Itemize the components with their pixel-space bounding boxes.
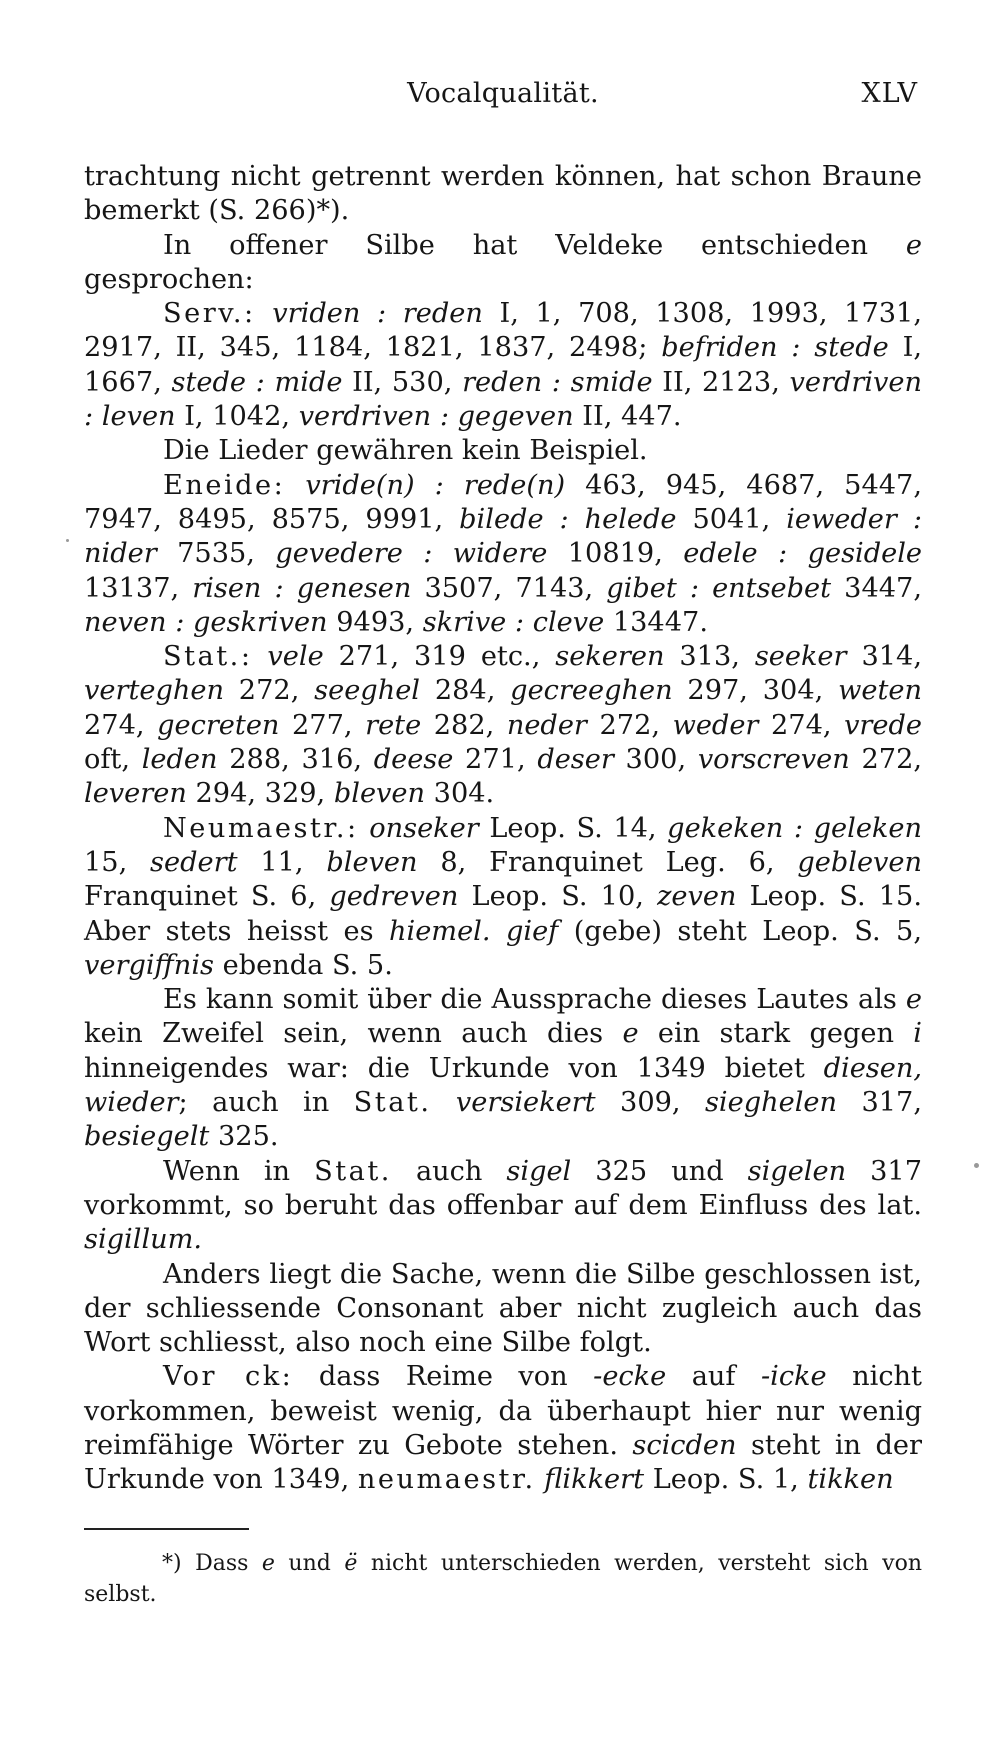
italic-form: stede : mide — [171, 366, 343, 398]
italic-form: bleven — [326, 846, 418, 878]
source-label: Serv.: — [163, 298, 256, 330]
italic-form: weder — [672, 709, 759, 741]
text-run — [256, 298, 273, 329]
paragraph-neumaestr — [84, 812, 922, 983]
text-run: 272, — [849, 744, 923, 776]
text-run: 3447, — [831, 572, 922, 604]
text-run: 325. — [209, 1121, 279, 1153]
text-run: 317 vorkommt, so beruht das offenbar auf dem Einfluss des lat. — [84, 1155, 922, 1221]
italic-form: hiemel. gief — [389, 915, 559, 947]
paragraph-vor-ck — [84, 1360, 922, 1497]
paragraph-aussprache — [84, 983, 922, 1154]
text-run — [431, 1087, 455, 1118]
text-run: 13447. — [604, 606, 708, 638]
text-run: 271, 319 etc., — [323, 641, 556, 673]
italic-form: neder — [506, 709, 587, 741]
text-run: In offener Silbe hat Veldeke entschieden — [163, 229, 906, 261]
text-run: 11, — [237, 846, 327, 878]
text-run: 309, — [595, 1087, 705, 1119]
text-run — [253, 641, 268, 672]
italic-form: vorscreven — [697, 744, 850, 776]
scan-speck — [66, 539, 69, 542]
text-run: Franquinet S. 6, — [84, 881, 330, 913]
footnote-divider — [84, 1528, 249, 1530]
text-run — [359, 813, 370, 844]
text-run — [536, 1464, 545, 1495]
italic-form: zeven — [657, 881, 737, 913]
italic-form: onseker — [369, 812, 479, 844]
text-run: auf — [666, 1361, 761, 1393]
italic-form: ë — [344, 1550, 358, 1576]
italic-form: leden — [141, 744, 218, 776]
italic-form: verteghen — [84, 675, 224, 707]
text-run: oft, — [84, 744, 142, 776]
text-run: steht in der Urkunde von 1349, — [84, 1429, 922, 1496]
italic-form: weten — [838, 675, 922, 707]
book-page — [84, 78, 922, 1610]
text-run: 294, 329, — [186, 778, 334, 810]
italic-form: gibet : entsebet — [606, 572, 832, 604]
paragraph-stat — [84, 640, 922, 811]
text-run: 10819, — [547, 538, 684, 570]
italic-form: vride(n) : rede(n) — [305, 469, 566, 501]
italic-form: bilede : helede — [459, 503, 677, 535]
italic-form: neven : geskriven — [84, 606, 328, 638]
paragraph-eneide — [84, 469, 922, 640]
italic-form: versiekert — [455, 1087, 596, 1119]
text-run: 313, — [664, 641, 755, 673]
italic-form: flikkert — [544, 1464, 645, 1496]
italic-form: befriden : stede — [661, 332, 889, 364]
italic-form: reden : smide — [462, 366, 653, 398]
text-run: 317, — [837, 1087, 922, 1119]
text-run: 297, 304, — [672, 675, 839, 707]
italic-form: gevedere : widere — [275, 538, 548, 570]
italic-form: besiegelt — [84, 1121, 210, 1153]
text-run: und — [274, 1550, 345, 1576]
italic-form: sieghelen — [704, 1087, 838, 1119]
paragraph-serv — [84, 297, 922, 434]
running-header — [84, 78, 922, 118]
italic-form: skrive : cleve — [422, 606, 605, 638]
scan-speck — [974, 1163, 979, 1168]
text-run: 284, — [420, 675, 511, 707]
text-run: nicht vorkommen, beweist wenig, da überhaupt hier nur wenig reimfähige Wörter zu Gebote stehen. — [84, 1361, 922, 1461]
text-run: nicht unterschieden werden, versteht sich von selbst. — [84, 1550, 923, 1607]
text-run: 8, Franquinet Leg. 6, — [417, 846, 798, 878]
italic-form: verdriven : leven — [84, 366, 922, 433]
text-run: 7535, — [156, 538, 276, 570]
body-text — [84, 160, 922, 1498]
italic-form: gedreven — [329, 881, 459, 913]
italic-form: e — [905, 984, 922, 1016]
italic-form: vrede — [844, 709, 923, 741]
italic-form: e — [622, 1018, 639, 1050]
text-run: (gebe) steht Leop. S. 5, — [558, 915, 922, 947]
source-label: Stat. — [353, 1087, 432, 1119]
footnote — [84, 1548, 922, 1610]
text-run: Wenn in — [163, 1155, 315, 1187]
italic-form: -ecke — [593, 1361, 667, 1393]
italic-form: deser — [537, 744, 614, 776]
italic-form: leveren — [84, 778, 187, 810]
italic-form: vele — [267, 641, 324, 673]
text-run: I, 1042, — [175, 401, 299, 433]
text-run: Leop. S. 14, — [478, 812, 668, 844]
text-run: 3507, 7143, — [411, 572, 607, 604]
italic-form: edele : gesidele — [683, 538, 922, 570]
source-label: neumaestr. — [357, 1464, 536, 1496]
text-run: 314, — [846, 641, 922, 673]
italic-form: diesen, wieder — [84, 1052, 922, 1119]
text-run: Es kann somit über die Aussprache dieses Lautes als — [163, 984, 906, 1016]
source-label: Vor ck: — [163, 1361, 294, 1393]
text-run: hinneigendes war: die Urkunde von 1349 bietet — [84, 1052, 824, 1084]
text-run: 277, — [279, 709, 366, 741]
text-run: auch — [391, 1155, 507, 1187]
italic-form: bleven — [333, 778, 425, 810]
italic-form: e — [905, 229, 922, 261]
text-run: 325 und — [571, 1155, 748, 1187]
italic-form: rete — [365, 709, 422, 741]
paragraph-continuation — [84, 160, 922, 229]
italic-form: seeker — [754, 641, 847, 673]
paragraph-sigel — [84, 1155, 922, 1258]
italic-form: risen : genesen — [192, 572, 412, 604]
text-run: ein stark gegen — [638, 1018, 914, 1050]
text-run: Leop. S. 10, — [458, 881, 658, 913]
italic-form: -icke — [760, 1361, 827, 1393]
italic-form: e — [261, 1550, 275, 1576]
text-run: 274, — [84, 709, 158, 741]
text-run: 463, 945, 4687, 5447, 7947, 8495, 8575, 9991, — [84, 469, 922, 535]
text-run: 15, — [84, 846, 151, 878]
source-label: Stat.: — [163, 641, 253, 673]
text-run: Leop. S. 1, — [644, 1464, 808, 1496]
text-run: Die Lieder gewähren kein Beispiel. — [163, 435, 648, 467]
text-run: trachtung nicht getrennt werden können, hat schon Braune bemerkt (S. 266)*). — [84, 161, 922, 227]
text-run: II, 447. — [573, 401, 682, 433]
text-run: 274, — [758, 709, 845, 741]
paragraph-closed-syllable — [84, 1258, 922, 1361]
text-run: 272, — [223, 675, 315, 707]
text-run: kein Zweifel sein, wenn auch dies — [84, 1018, 623, 1050]
text-run: 304. — [425, 778, 495, 810]
italic-form: gekeken : geleken — [667, 812, 922, 844]
italic-form: tikken — [807, 1464, 894, 1496]
page-number: XLV — [861, 78, 918, 109]
text-run: *) Dass — [162, 1550, 262, 1576]
text-run: dass Reime von — [293, 1361, 594, 1393]
italic-form: deese — [373, 744, 454, 776]
text-run: II, 2123, — [652, 366, 790, 398]
italic-form: gebleven — [797, 846, 922, 878]
running-title: Vocalqualität. — [407, 78, 599, 109]
text-run: 300, — [613, 744, 698, 776]
text-run: II, 530, — [342, 366, 463, 398]
source-label: Neumaestr.: — [163, 812, 359, 844]
text-run: 5041, — [676, 503, 787, 535]
italic-form: scicden — [632, 1429, 737, 1461]
text-run: gesprochen: — [84, 263, 254, 295]
text-run: 13137, — [84, 572, 193, 604]
text-run — [285, 470, 305, 501]
text-run: ; auch in — [178, 1087, 354, 1119]
italic-form: sekeren — [555, 641, 665, 673]
italic-form: verdriven : gegeven — [298, 401, 574, 433]
text-run: Anders liegt die Sache, wenn die Silbe geschlossen ist, der schliessende Consonant aber nicht zugleich auch das Wort schliesst, also noch eine Silbe folgt. — [84, 1258, 922, 1359]
text-run: 271, — [453, 744, 538, 776]
italic-form: vriden : reden — [272, 298, 483, 330]
paragraph-lieder — [84, 434, 922, 468]
paragraph-open-syllable — [84, 229, 922, 298]
italic-form: sedert — [150, 846, 238, 878]
text-run: 288, 316, — [217, 744, 374, 776]
italic-form: seeghel — [314, 675, 420, 707]
italic-form: sigel — [506, 1155, 572, 1187]
text-run: I, 1, 708, 1308, 1993, 1731, 2917, II, 345, 1184, 1821, 1837, 2498; — [84, 298, 922, 364]
source-label: Stat. — [314, 1155, 392, 1187]
italic-form: vergiffnis — [84, 949, 214, 981]
text-run: Leop. S. 15. Aber stets heisst es — [84, 881, 922, 947]
text-run: I, 1667, — [84, 332, 923, 398]
text-run: 9493, — [327, 606, 423, 638]
italic-form: gecreten — [157, 709, 280, 741]
italic-form: i — [913, 1018, 922, 1050]
text-run: 272, — [586, 709, 673, 741]
italic-form: sigelen — [747, 1155, 847, 1187]
italic-form: gecreeghen — [510, 675, 673, 707]
italic-form: sigillum. — [84, 1224, 203, 1256]
source-label: Eneide: — [163, 469, 286, 501]
italic-form: ieweder : nider — [84, 503, 922, 570]
text-run: 282, — [421, 709, 507, 741]
text-run: ebenda S. 5. — [213, 949, 393, 981]
